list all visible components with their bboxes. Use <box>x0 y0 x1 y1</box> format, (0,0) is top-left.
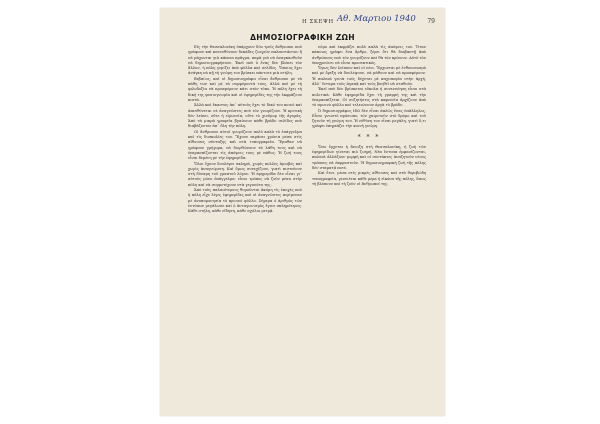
section-divider: * * * <box>357 133 381 141</box>
running-head <box>174 14 435 29</box>
paragraph: νόμο καὶ ἐκφράζει πολὺ καλὰ τὶς ἀπόψεις του. Ὅταν κάποιος γράφει ἕνα ἄρθρο, ξέρει ὅτι θὰ διαβαστῇ ἀπὸ ἀνθρώπους ποὺ τὸν γνωρίζουν καὶ θὰ τὸν κρίνουν. Αὐτὸ τὸν ὑποχρεώνει νὰ εἶναι προσεκτικός. <box>312 45 426 65</box>
paragraph: Ὅλοι ἔχουν δουλέψει σκληρά, χωρὶς πολλὲς ἀμοιβὲς καὶ χωρὶς ἀναγνώριση. Καὶ ὅμως συνεχίζουν, γιατὶ πιστεύουν στὴ δύναμη τοῦ γραπτοῦ λόγου. Ἡ ἐφημερίδα δὲν εἶναι γι᾿ αὐτοὺς μόνο ἐπάγγελμα· εἶναι τρόπος νὰ ζοῦν μέσα στὴν πόλη καὶ νὰ συμμετέχουν στὰ γεγονότα της. <box>188 161 302 187</box>
paragraph: Ἀλλὰ καὶ ἕκαστος ἀπ᾿ αὐτοὺς ἔχει τὸ δικό του κοινὸ καὶ ἀπευθύνεται σὲ ἀναγνῶστες ποὺ τὸν γνωρίζουν. Ἡ κριτικὴ δὲν λείπει, οὔτε ἡ εἰρωνεία, οὔτε τὸ χιοῦμορ τῆς ἀγορᾶς. Ἀπὸ τὰ μικρὰ γραφεῖα βγαίνουν κάθε βράδυ σελίδες ποὺ διαβάζονται ἀπ᾿ ὅλη τὴν πόλη. <box>188 103 302 129</box>
paragraph: Ὅσο ἔρχεται ἡ ἄνοιξη στὴ Θεσσαλονίκη, ἡ ζωὴ τῶν ἐφημερίδων γίνεται πιὸ ζωηρή. Νέα ἔντυπα ἐμφανίζονται, παλαιὰ ἀλλάζουν μορφὴ καὶ οἱ συντάκτες ἀναζητοῦν νέους τρόπους νὰ ἐκφραστοῦν. Ἡ δημοσιογραφικὴ ζωὴ τῆς πόλης δὲν σταματᾷ ποτέ. <box>312 144 426 170</box>
paragraph: Ὁ δημοσιογράφος ἐδῶ δὲν εἶναι ἁπλῶς ἕνας ὑπάλληλος. Εἶναι γνωστὸ πρόσωπο, τὸν χαιρετοῦν στὸ δρόμο καὶ τοῦ ζητοῦν τὴ γνώμη του. Ἡ εὐθύνη του εἶναι μεγάλη, γιατὶ ὅ,τι γράφει ἐπηρεάζει τὴν κοινὴ γνώμη. <box>312 108 426 129</box>
paragraph: Καὶ ἔτσι, μέσα στὶς μικρὲς αἴθουσες καὶ στὰ θορυβώδη τυπογραφεῖα, γεννιέται κάθε μέρα ἡ εἰκόνα τῆς πόλης, ὅπως τὴ βλέπουν καὶ τὴ ζοῦν οἱ ἄνθρωποί της. <box>312 171 426 186</box>
paragraph: Ὅμως δὲν λείπουν καὶ οἱ νέοι. Ἔρχονται μὲ ἐνθουσιασμὸ καὶ μὲ ὄρεξη νὰ δουλέψουν, νὰ μάθουν καὶ νὰ προσφέρουν. Ἡ παλαιὰ γενιὰ τοὺς δέχεται μὲ καχυποψία στὴν ἀρχή, ἀλλ᾿ ὕστερα τοὺς ἀγαπᾷ καὶ τοὺς βοηθεῖ νὰ σταθοῦν. <box>312 66 426 87</box>
paragraph: Βεβαίως, καὶ οἱ δημοσιογράφοι εἶναι ἄνθρωποι μὲ τὰ πάθη των καὶ μὲ τὰ συμφέροντά τους, ἀλλὰ καὶ μὲ τὴ φιλοδοξία νὰ προσφέρουν κάτι στὸν τόπο. Ἡ πόλη ἔχει τὴ δική της φυσιογνωμία καὶ οἱ ἐφημερίδες της τὴν ἐκφράζουν πιστά. <box>188 76 302 102</box>
right-column <box>312 45 426 410</box>
paragraph: Ἐκεῖ ποὺ δὲν βρίσκεται εὔκολα ἡ συνεννόηση εἶναι στὰ πολιτικά. Κάθε ἐφημερίδα ἔχει τὴ γραμμή της καὶ τὴν ὑπερασπίζεται. Οἱ συζητήσεις στὰ καφενεῖα ἀρχίζουν ἀπὸ τὸ πρωινὸ φύλλο καὶ τελειώνουν ἀργὰ τὸ βράδυ. <box>312 87 426 108</box>
handwritten-date-note: Αθ. Μαρτιου 1940 <box>337 14 416 24</box>
magazine-page <box>160 8 445 416</box>
paragraph: Οἱ ἄνθρωποι αὐτοὶ γνωρίζουν πολὺ καλὰ τὸ ἐπάγγελμα καὶ τὶς δυσκολίες του. Ἔχουν περάσει χρόνια μέσα στὶς αἴθουσες σύνταξης καὶ στὰ τυπογραφεῖα. Ἔμαθαν νὰ γράφουν γρήγορα, νὰ διορθώνουν τὰ λάθη τους καὶ νὰ ὑπερασπίζονται τὶς ἀπόψεις τους μὲ πάθος. Ἡ ζωή τους εἶναι δεμένη μὲ τὴν ἐφημερίδα. <box>188 129 302 161</box>
page-number: 79 <box>427 18 435 25</box>
journal-name: Η ΣΚΕΨΗ <box>302 19 334 25</box>
paragraph: Εἰς τὴν Θεσσαλονίκη ὑπάρχουν δύο τρεῖς ἄνθρωποι ποὺ γράφουν καὶ κατευθύνουν δεκάδες ζωηρῶν παλαιστάστου ἢ νὰ μάχονται γιὰ κάποια πρᾶγμα, παρὰ γιὰ νὰ ἀναγκασθοῦν νὰ δημοσιογραφήσουν. Ἐκεῖ ποὺ ὁ ἕνας δὲν βλέπει τὸν ἄλλον, ἡ πόλη γεμίζει ἀπὸ φύλλα καὶ σελίδες. Ὅποιος ἔχει ἀνάγκη νὰ πῇ τὴ γνώμη του βρίσκει πάντοτε μιὰ στήλη. <box>188 45 302 76</box>
paragraph: Ἀπὸ τοὺς παλαιότερους θυμοῦνται ἀκόμη τὶς ἐποχὲς ποὺ ἡ πόλη εἶχε λίγες ἐφημερίδες καὶ οἱ ἀναγνῶστες περίμεναν μὲ ἀνυπομονησία τὸ πρωινὸ φύλλο. Σήμερα ὁ ἀριθμὸς τῶν ἐντύπων μεγάλωσε καὶ ὁ ἀνταγωνισμὸς ἔγινε σκληρότερος. Κάθε στήλη, κάθε εἴδηση, κάθε σχόλιο μετρᾷ. <box>188 188 302 214</box>
article-title: ΔΗΜΟΣΙΟΓΡΑΦΙΚΗ ΖΩΗ <box>250 33 355 42</box>
left-column <box>188 45 302 407</box>
